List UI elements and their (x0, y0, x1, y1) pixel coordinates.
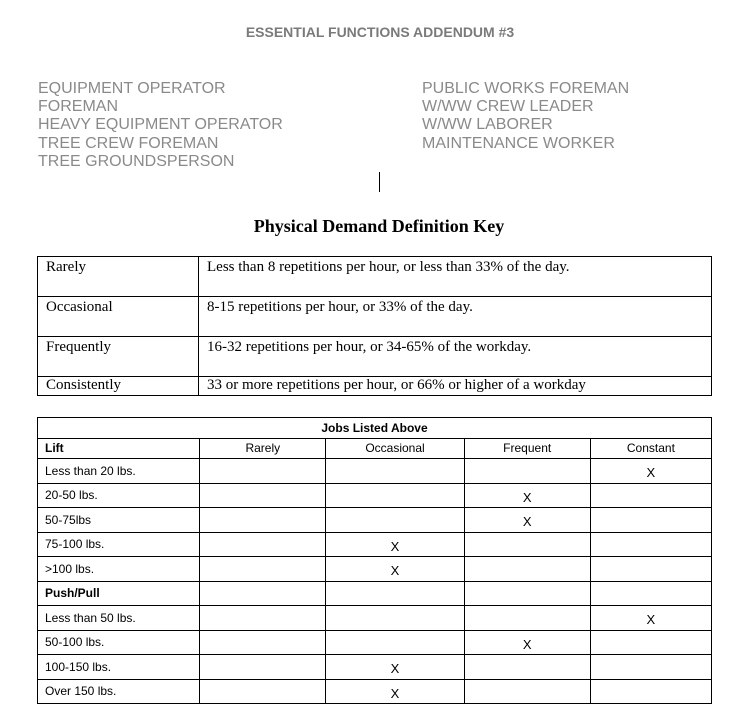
demand-mark-cell (326, 459, 464, 484)
demand-mark-cell (464, 532, 590, 557)
job-title: MAINTENANCE WORKER (422, 134, 615, 152)
demand-mark-cell: X (464, 508, 590, 533)
table-row (38, 483, 712, 508)
demand-mark-cell (590, 655, 711, 680)
table-row (38, 606, 712, 631)
row-label: 50-75lbs (38, 508, 200, 533)
demand-mark-cell (464, 557, 590, 582)
demand-mark-cell (464, 459, 590, 484)
term-cell: Consistently (38, 377, 199, 396)
document-title: ESSENTIAL FUNCTIONS ADDENDUM #3 (245, 24, 515, 40)
job-title: PUBLIC WORKS FOREMAN (422, 80, 630, 97)
demand-mark-cell (200, 532, 326, 557)
demand-mark-cell (326, 606, 464, 631)
demand-mark-cell (590, 630, 711, 655)
row-label: Less than 20 lbs. (38, 459, 200, 484)
section-row (38, 581, 712, 606)
term-cell: Occasional (38, 297, 199, 337)
physical-demand-table (37, 417, 712, 704)
table-row (38, 679, 712, 704)
demand-mark-cell (200, 630, 326, 655)
demand-mark-cell (326, 581, 464, 606)
row-label: Over 150 lbs. (38, 679, 200, 704)
job-title: HEAVY EQUIPMENT OPERATOR (38, 116, 283, 134)
row-label: >100 lbs. (38, 557, 200, 582)
demand-mark-cell (326, 483, 464, 508)
demand-mark-cell (200, 679, 326, 704)
demand-mark-cell: X (326, 557, 464, 582)
demand-mark-cell (590, 557, 711, 582)
demand-mark-cell (200, 459, 326, 484)
job-list-left (38, 80, 283, 171)
demand-mark-cell (200, 581, 326, 606)
table-row (38, 655, 712, 680)
table-header-row (38, 418, 712, 439)
demand-mark-cell: X (590, 606, 711, 631)
job-title: W/WW CREW LEADER (422, 98, 594, 116)
job-title: FOREMAN (38, 98, 118, 116)
row-label: 20-50 lbs. (38, 483, 200, 508)
definition-cell: 33 or more repetitions per hour, or 66% or higher of a workday (199, 377, 712, 396)
table-row (38, 337, 712, 377)
demand-mark-cell (200, 606, 326, 631)
demand-mark-cell (326, 508, 464, 533)
column-header-occasional: Occasional (326, 438, 464, 459)
definition-key-table (37, 256, 712, 396)
demand-mark-cell: X (464, 630, 590, 655)
demand-mark-cell (590, 581, 711, 606)
term-cell: Frequently (38, 337, 199, 377)
demand-mark-cell (200, 655, 326, 680)
demand-mark-cell (326, 630, 464, 655)
term-cell: Rarely (38, 257, 199, 297)
job-list-right (422, 80, 629, 153)
table-row (38, 630, 712, 655)
demand-rows (38, 459, 712, 704)
demand-mark-cell: X (590, 459, 711, 484)
demand-mark-cell: X (326, 679, 464, 704)
demand-mark-cell: X (326, 655, 464, 680)
definition-key-title: Physical Demand Definition Key (253, 216, 505, 236)
demand-mark-cell (200, 557, 326, 582)
definition-cell: 8-15 repetitions per hour, or 33% of the day. (199, 297, 712, 337)
job-title: W/WW LABORER (422, 116, 553, 134)
row-label: Less than 50 lbs. (38, 606, 200, 631)
table-row (38, 532, 712, 557)
demand-mark-cell (590, 483, 711, 508)
demand-mark-cell (590, 679, 711, 704)
demand-mark-cell: X (326, 532, 464, 557)
row-label: 100-150 lbs. (38, 655, 200, 680)
demand-mark-cell (464, 679, 590, 704)
column-header-frequent: Frequent (464, 438, 590, 459)
text-cursor (379, 172, 380, 192)
table-row (38, 297, 712, 337)
table-row (38, 377, 712, 396)
column-header-constant: Constant (590, 438, 711, 459)
demand-mark-cell: X (464, 483, 590, 508)
column-header-rarely: Rarely (200, 438, 326, 459)
job-title: EQUIPMENT OPERATOR (38, 80, 226, 97)
table-row (38, 459, 712, 484)
demand-mark-cell (200, 483, 326, 508)
column-header-row (38, 438, 712, 459)
job-title: TREE CREW FOREMAN (38, 134, 219, 152)
demand-mark-cell (590, 508, 711, 533)
table-row (38, 508, 712, 533)
row-label: 50-100 lbs. (38, 630, 200, 655)
demand-mark-cell (590, 532, 711, 557)
section-label: Push/Pull (38, 581, 200, 606)
table-row (38, 257, 712, 297)
table-row (38, 557, 712, 582)
column-header-lift: Lift (38, 438, 200, 459)
demand-mark-cell (464, 581, 590, 606)
job-title: TREE GROUNDSPERSON (38, 152, 235, 170)
table-header: Jobs Listed Above (38, 418, 712, 439)
definition-cell: 16-32 repetitions per hour, or 34-65% of the workday. (199, 337, 712, 377)
row-label: 75-100 lbs. (38, 532, 200, 557)
demand-mark-cell (200, 508, 326, 533)
definition-cell: Less than 8 repetitions per hour, or less than 33% of the day. (199, 257, 712, 297)
demand-mark-cell (464, 655, 590, 680)
demand-mark-cell (464, 606, 590, 631)
